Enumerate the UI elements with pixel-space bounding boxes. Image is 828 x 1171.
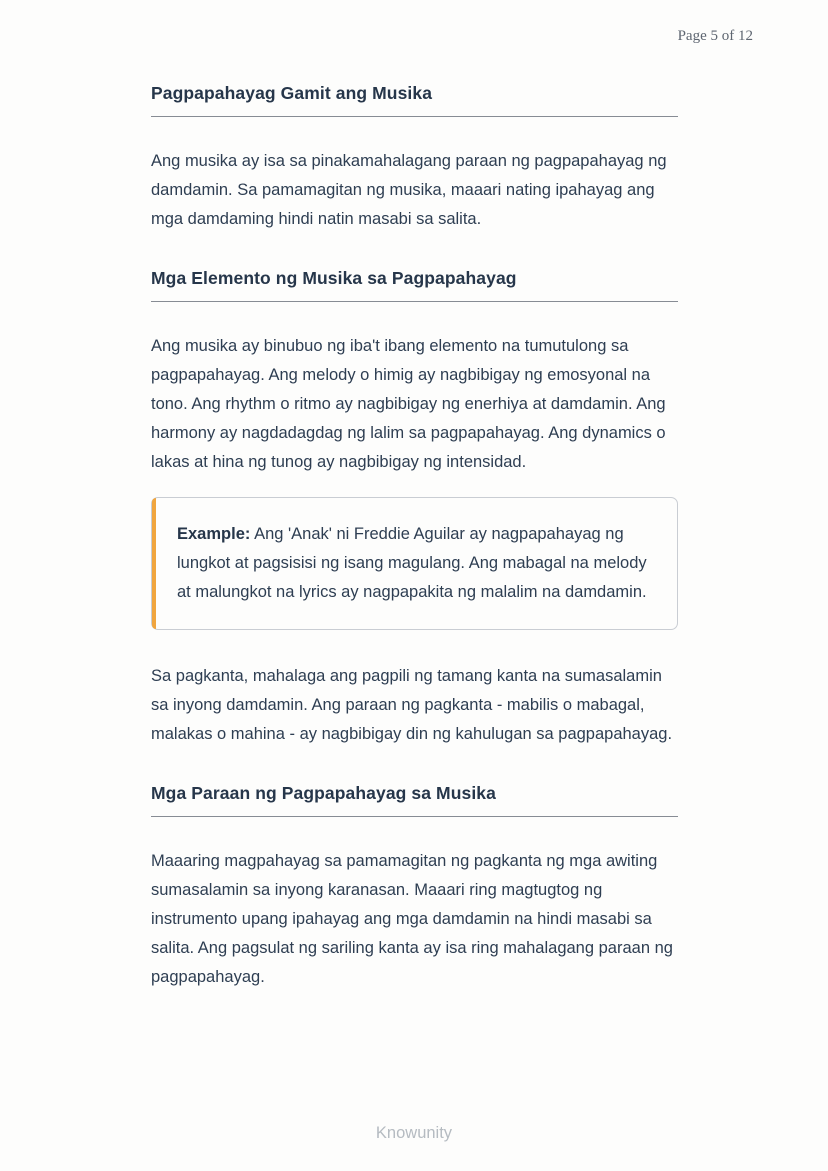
heading-divider — [151, 116, 678, 117]
example-label: Example: — [177, 525, 251, 543]
paragraph-paraan: Maaaring magpahayag sa pamamagitan ng pagkanta ng mga awiting sumasalamin sa inyong karanasan. Maaari ring magtugtog ng instrumento upang ipahayag ang mga damdamin na hindi masabi sa salita. Ang pagsulat ng sariling kanta ay isa ring mahalagang paraan ng pagpapahayag. — [151, 852, 673, 986]
example-text — [177, 520, 651, 607]
section-heading-pagpapahayag: Pagpapahayag Gamit ang Musika — [151, 83, 433, 103]
heading-divider — [151, 816, 678, 817]
section-heading-elemento: Mga Elemento ng Musika sa Pagpapahayag — [151, 268, 517, 288]
paragraph-pagkanta: Sa pagkanta, mahalaga ang pagpili ng tamang kanta na sumasalamin sa inyong damdamin. Ang paraan ng pagkanta - mabilis o mabagal, malakas o mahina - ay nagbibigay din ng kahulugan sa pagpapahayag. — [151, 667, 673, 743]
footer-brand: Knowunity — [375, 1124, 453, 1142]
heading-divider — [151, 301, 678, 302]
page-number: Page 5 of 12 — [677, 28, 753, 44]
example-body: Ang 'Anak' ni Freddie Aguilar ay nagpapahayag ng lungkot at pagsisisi ng isang magulang. Ang mabagal na melody at malungkot na lyrics ay nagpapakita ng malalim na damdamin. — [177, 525, 647, 601]
section-heading-paraan: Mga Paraan ng Pagpapahayag sa Musika — [151, 783, 496, 803]
document-content — [151, 83, 678, 1012]
example-box — [151, 497, 678, 630]
paragraph-elemento: Ang musika ay binubuo ng iba't ibang elemento na tumutulong sa pagpapahayag. Ang melody o himig ay nagbibigay ng emosyonal na tono. Ang rhythm o ritmo ay nagbibigay ng enerhiya at damdamin. Ang harmony ay nagdadagdag ng lalim sa pagpapahayag. Ang dynamics o lakas at hina ng tunog ay nagbibigay ng intensidad. — [151, 337, 666, 471]
paragraph-intro: Ang musika ay isa sa pinakamahalagang paraan ng pagpapahayag ng damdamin. Sa pamamagitan ng musika, maaari nating ipahayag ang mga damdaming hindi natin masabi sa salita. — [151, 152, 667, 228]
